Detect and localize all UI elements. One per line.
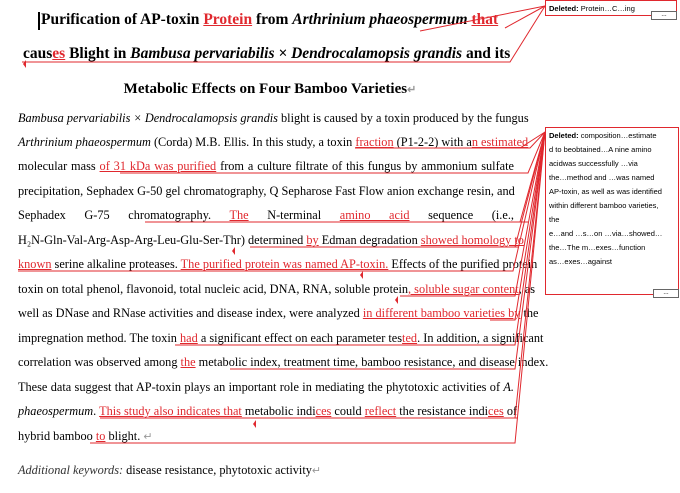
body-text: These data suggest that AP-toxin plays an important role in mediating the phytotoxic activities of [18, 380, 504, 394]
body-text: impregnation method. The toxin [18, 331, 180, 345]
title-text: Purification of AP-toxin [41, 11, 204, 28]
deletion-caret [395, 296, 398, 304]
subtitle-text: Metabolic Effects on Four Bamboo Varieties [123, 81, 408, 97]
body-text: . In addition, a significant [417, 331, 544, 345]
inserted-text[interactable]: had [180, 331, 198, 345]
inserted-text[interactable]: reflect [364, 404, 397, 418]
balloon-text: acidwas successfully …via [549, 159, 638, 168]
body-text: (P1-2-2) with a [393, 135, 472, 149]
body-text: . [93, 404, 100, 418]
body-text: , as [518, 282, 536, 296]
title-text: and its [462, 45, 511, 62]
title-species: Arthrinium phaeospermum [292, 11, 468, 28]
body-text: N-terminal [248, 208, 340, 222]
species-name: Bambusa pervariabilis × Dendrocalamopsis grandis [18, 111, 278, 125]
connector-line [505, 6, 545, 28]
inserted-text[interactable]: that [471, 11, 499, 28]
body-text: H₂N-Gln-Val-Arg-Asp-Arg-Leu-Glu-Ser-Thr) [18, 233, 245, 247]
inserted-text[interactable]: amino acid [339, 208, 410, 222]
deletion-caret [253, 420, 256, 428]
body-text: correlation was observed among [18, 355, 181, 369]
inserted-text[interactable]: ces [315, 404, 332, 418]
body-text: precipitation, Sephadex G-50 gel chromatography, Q Sepharose Fast Flow anion exchange resin, and [18, 184, 515, 198]
balloon-tag: Deleted: [549, 131, 581, 140]
balloon-more-button[interactable]: ... [651, 11, 677, 20]
title-text: Blight in [65, 45, 131, 62]
balloon-text: d to beobtained…A nine amino [549, 145, 652, 154]
species-name: phaeospermum [18, 404, 94, 418]
inserted-text[interactable]: ted [402, 331, 418, 345]
inserted-text[interactable]: , soluble sugar content [408, 282, 519, 296]
inserted-text[interactable]: known [18, 257, 52, 271]
inserted-text[interactable]: by [306, 233, 319, 247]
body-text: well as DNase and RNase activities and disease index, were analyzed [18, 306, 363, 320]
title-text: from [252, 11, 293, 28]
body-text: the [520, 306, 539, 320]
body-text: Effects of the purified protein [388, 257, 538, 271]
body-text: of [503, 404, 518, 418]
body-text: could [331, 404, 365, 418]
balloon-text: the [549, 215, 560, 224]
inserted-text[interactable]: of 31 kDa was purified [99, 159, 217, 173]
paragraph-mark: ↵ [143, 431, 153, 443]
body-text: (Corda) M.B. Ellis. In this study, a toxin [150, 135, 356, 149]
balloon-tag: Deleted: [549, 4, 581, 13]
balloon-text: e…and …s…on …via…showed… [549, 229, 663, 238]
inserted-text[interactable]: in different bamboo varieties by [362, 306, 521, 320]
inserted-text[interactable]: n estimated [471, 135, 529, 149]
body-text: blight is caused by a toxin produced by the fungus [277, 111, 529, 125]
inserted-text[interactable]: Protein [203, 11, 253, 28]
deleted-balloon-body[interactable] [545, 127, 679, 295]
inserted-text[interactable]: the [180, 355, 196, 369]
paragraph-mark: ↵ [311, 465, 322, 477]
species-name: Arthrinium phaeospermum [18, 135, 151, 149]
inserted-text[interactable]: fraction [355, 135, 394, 149]
connector-line [90, 132, 545, 443]
connector-line [100, 132, 545, 418]
balloon-text: within different bamboo varieties, [549, 201, 659, 210]
body-text: from a culture filtrate of this fungus by ammonium sulfate [216, 159, 514, 173]
keywords-text: disease resistance, phytotoxic activity [123, 463, 312, 477]
body-text: metabolic indi [241, 404, 316, 418]
connector-line [230, 132, 545, 369]
balloon-text: as…exes…against [549, 257, 612, 266]
connector-line [300, 132, 545, 247]
title-species: Bambusa pervariabilis × Dendrocalamopsis grandis [130, 45, 463, 62]
deletion-caret [23, 60, 26, 68]
species-name: A. [503, 380, 514, 394]
title-text: caus [23, 45, 53, 62]
inserted-text[interactable]: The purified protein was named AP-toxin. [180, 257, 389, 271]
body-text: serine alkaline proteases. [51, 257, 181, 271]
inserted-text[interactable]: This study also indicates that [99, 404, 242, 418]
deletion-caret [232, 247, 235, 255]
inserted-text[interactable]: showed homology to [420, 233, 524, 247]
inserted-text[interactable]: to [95, 429, 106, 443]
body-text: metabolic index, treatment time, bamboo resistance, and disease index. [195, 355, 549, 369]
balloon-text: composition…estimate [580, 131, 657, 140]
body-text: blight. [105, 429, 141, 443]
body-text: determined [244, 233, 307, 247]
body-text: toxin on total phenol, flavonoid, total nucleic acid, DNA, RNA, soluble protein [18, 282, 409, 296]
connector-line [230, 132, 545, 222]
inserted-text[interactable]: The [229, 208, 249, 222]
connector-line [18, 132, 545, 271]
body-text: sequence (i.e., [409, 208, 514, 222]
connector-line [175, 132, 545, 345]
body-text: Sephadex G-75 chromatography. [18, 208, 230, 222]
balloon-text: the…The m…exes…function [549, 243, 646, 252]
body-text: a significant effect on each parameter tes [197, 331, 403, 345]
balloon-more-button[interactable]: ... [653, 289, 679, 298]
connector-line [355, 132, 545, 148]
balloon-text: AP-toxin, as well as was identified [549, 187, 662, 196]
body-text: molecular mass [18, 159, 100, 173]
connector-line [420, 6, 545, 31]
connector-line [120, 132, 545, 173]
body-text: Edman degradation [318, 233, 421, 247]
connector-line [470, 132, 545, 148]
deletion-caret [360, 271, 363, 279]
inserted-text[interactable]: ces [488, 404, 504, 418]
balloon-text: the…method and …was named [549, 173, 655, 182]
body-text: hybrid bamboo [18, 429, 96, 443]
balloon-text: Protein…C…ing [580, 4, 635, 13]
paragraph-mark: ↵ [407, 84, 417, 96]
body-text: the resistance indi [396, 404, 489, 418]
keywords-label: Additional keywords: [18, 463, 124, 477]
connector-line [22, 6, 545, 62]
inserted-text[interactable]: es [52, 45, 66, 62]
